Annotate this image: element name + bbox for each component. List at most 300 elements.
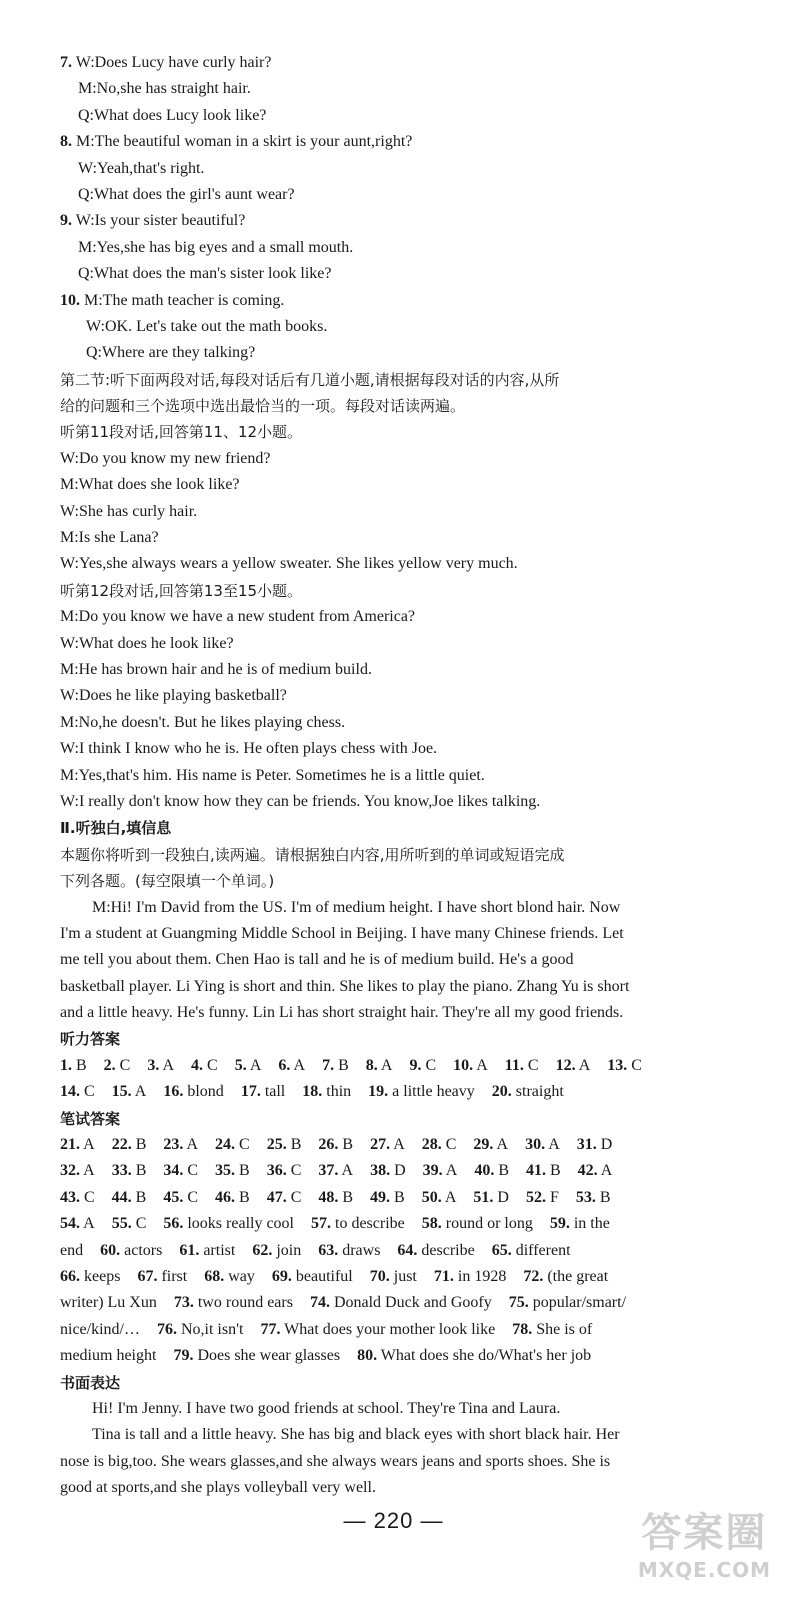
- answer-value: looks really cool: [187, 1215, 294, 1233]
- answer-value: C: [187, 1188, 199, 1206]
- answer-value: A: [83, 1215, 95, 1233]
- answer-value: C: [527, 1056, 539, 1074]
- answer-number: 5.: [234, 1056, 247, 1074]
- answer-value: B: [549, 1162, 561, 1180]
- answer-number: 47.: [266, 1188, 287, 1206]
- answer-item: [173, 1343, 340, 1369]
- answer-value: A: [341, 1162, 354, 1180]
- answer-item: [60, 1211, 95, 1237]
- answer-item: [272, 1264, 353, 1290]
- dialog-8: [60, 129, 750, 208]
- answer-value: straight: [515, 1083, 564, 1101]
- answer-value: B: [135, 1162, 147, 1180]
- answer-value: D: [600, 1136, 613, 1154]
- monologue-line: basketball player. Li Ying is short and thin. She likes to play the piano. Zhang Yu is short: [60, 977, 630, 995]
- answer-item: [163, 1211, 294, 1237]
- answer-value: She is of: [536, 1320, 593, 1338]
- section-intro: 给的问题和三个选项中选出最恰当的一项。每段对话读两遍。: [60, 397, 466, 416]
- answer-item: [453, 1053, 488, 1079]
- answer-item: [556, 1053, 591, 1079]
- answer-item: [112, 1158, 147, 1184]
- answer-number: 50.: [421, 1188, 442, 1206]
- answer-number: 58.: [421, 1215, 442, 1233]
- answer-value: C: [631, 1056, 642, 1074]
- writing-line: good at sports,and she plays volleyball very well.: [60, 1479, 376, 1497]
- writing-paragraph: Hi! I'm Jenny. I have two good friends at school. They're Tina and Laura.: [92, 1399, 561, 1417]
- answer-item: [60, 1317, 140, 1343]
- answer-item: [492, 1079, 564, 1105]
- answer-item: [241, 1079, 285, 1105]
- answer-item: [473, 1185, 509, 1211]
- answer-value: A: [249, 1056, 262, 1074]
- answer-value: B: [135, 1136, 147, 1154]
- answer-page: [60, 50, 750, 1501]
- answer-item: [174, 1290, 293, 1316]
- answer-number: 68.: [204, 1267, 225, 1285]
- answer-value: A: [578, 1056, 591, 1074]
- dialog-line: W:Yeah,that's right.: [78, 159, 205, 177]
- answer-item: [310, 1290, 492, 1316]
- answer-value: No,it isn't: [180, 1320, 244, 1338]
- answer-number: 66.: [60, 1267, 80, 1285]
- answer-number: 72.: [523, 1267, 544, 1285]
- answer-item: [137, 1264, 187, 1290]
- answer-value: B: [599, 1188, 611, 1206]
- dialog-line: M:Yes,that's him. His name is Peter. Sometimes he is a little quiet.: [60, 766, 485, 784]
- answer-number: 71.: [433, 1267, 454, 1285]
- answer-item: [235, 1053, 262, 1079]
- answer-item: [204, 1264, 255, 1290]
- answer-item: [318, 1132, 353, 1158]
- answer-item: [278, 1053, 305, 1079]
- answer-item: [318, 1238, 380, 1264]
- answer-value: a little heavy: [392, 1083, 475, 1101]
- dialog-line: W:What does he look like?: [60, 634, 234, 652]
- answer-number: 25.: [266, 1136, 287, 1154]
- answer-number: 10.: [453, 1056, 474, 1074]
- answer-item: [163, 1079, 223, 1105]
- answer-number: 67.: [137, 1267, 158, 1285]
- answer-value: end: [60, 1241, 84, 1259]
- answer-item: [473, 1132, 508, 1158]
- answer-item: [100, 1238, 162, 1264]
- answer-value: A: [380, 1056, 393, 1074]
- dialog-line: M:Yes,she has big eyes and a small mouth.: [78, 238, 354, 256]
- answer-number: 55.: [111, 1215, 132, 1233]
- answer-item: [60, 1185, 95, 1211]
- answer-number: 35.: [215, 1162, 236, 1180]
- answer-item: [157, 1317, 243, 1343]
- answer-value: A: [134, 1083, 147, 1101]
- answer-value: A: [445, 1162, 458, 1180]
- answer-value: tall: [264, 1083, 286, 1101]
- answer-value: C: [84, 1188, 95, 1206]
- dialog-line: M:What does she look like?: [60, 476, 240, 494]
- answer-number: 40.: [474, 1162, 495, 1180]
- answer-number: 27.: [370, 1136, 391, 1154]
- answer-item: [112, 1211, 147, 1237]
- answer-value: C: [187, 1162, 199, 1180]
- answer-number: 31.: [576, 1136, 597, 1154]
- page-number: — 220 —: [343, 1508, 444, 1533]
- answer-value: A: [444, 1188, 457, 1206]
- answer-row: [60, 1317, 750, 1343]
- answer-value: to describe: [335, 1215, 405, 1233]
- answer-number: 43.: [60, 1188, 80, 1206]
- item-number: 9.: [60, 212, 72, 230]
- answer-item: [370, 1185, 405, 1211]
- answer-row: [60, 1158, 750, 1184]
- answer-value: D: [497, 1188, 509, 1206]
- answer-row: [60, 1211, 750, 1237]
- answer-item: [60, 1343, 156, 1369]
- answer-number: 73.: [173, 1294, 194, 1312]
- answer-number: 79.: [173, 1347, 194, 1365]
- answer-number: 61.: [179, 1241, 200, 1259]
- answer-item: [523, 1264, 608, 1290]
- answer-number: 3.: [147, 1056, 160, 1074]
- answer-item: [409, 1053, 436, 1079]
- answer-row: [60, 1238, 750, 1264]
- answer-value: C: [84, 1083, 95, 1101]
- answer-value: C: [119, 1056, 131, 1074]
- answer-number: 57.: [311, 1215, 331, 1233]
- answer-number: 49.: [370, 1188, 391, 1206]
- answer-item: [422, 1185, 457, 1211]
- answer-number: 59.: [549, 1215, 570, 1233]
- answer-item: [147, 1053, 174, 1079]
- answer-item: [370, 1132, 405, 1158]
- answer-value: C: [239, 1136, 250, 1154]
- answer-number: 6.: [278, 1056, 291, 1074]
- answer-item: [112, 1079, 147, 1105]
- answer-number: 62.: [252, 1241, 273, 1259]
- answer-number: 70.: [369, 1267, 390, 1285]
- answer-value: blond: [187, 1083, 224, 1101]
- answer-item: [526, 1185, 559, 1211]
- answer-number: 53.: [575, 1188, 596, 1206]
- answer-value: popular/smart/: [532, 1294, 627, 1312]
- answer-number: 41.: [525, 1162, 546, 1180]
- watermark-bottom: MXQE.COM: [637, 1558, 771, 1582]
- answer-value: A: [83, 1162, 95, 1180]
- monologue-line: and a little heavy. He's funny. Lin Li has short straight hair. They're all my good friends.: [60, 1004, 624, 1022]
- answer-value: B: [498, 1162, 509, 1180]
- dialog-line: M:He has brown hair and he is of medium build.: [60, 660, 372, 678]
- dialog-12-title: 听第12段对话,回答第13至15小题。: [60, 581, 303, 600]
- dialog-line: W:Do you know my new friend?: [60, 449, 271, 467]
- dialog-9: [60, 208, 750, 287]
- answer-number: 24.: [215, 1136, 236, 1154]
- answer-number: 48.: [318, 1188, 339, 1206]
- answer-value: beautiful: [295, 1267, 353, 1285]
- answer-value: A: [548, 1136, 560, 1154]
- answer-number: 33.: [111, 1162, 132, 1180]
- answer-number: 34.: [163, 1162, 184, 1180]
- answer-item: [505, 1053, 539, 1079]
- answer-item: [163, 1185, 198, 1211]
- answer-item: [60, 1132, 95, 1158]
- answer-number: 32.: [60, 1162, 80, 1180]
- answer-row: [60, 1343, 750, 1369]
- answer-value: A: [186, 1136, 199, 1154]
- answer-number: 45.: [163, 1188, 184, 1206]
- answer-item: [366, 1053, 393, 1079]
- writing-heading: 书面表达: [60, 1373, 121, 1392]
- answer-row: [60, 1132, 750, 1158]
- answer-item: [260, 1317, 495, 1343]
- answer-item: [370, 1158, 406, 1184]
- monologue-line: I'm a student at Guangming Middle School in Beijing. I have many Chinese friends. Let: [60, 924, 624, 942]
- answer-number: 60.: [100, 1241, 121, 1259]
- dialog-7: [60, 50, 750, 129]
- dialog-line: W:Does Lucy have curly hair?: [75, 54, 272, 71]
- answer-number: 64.: [397, 1241, 418, 1259]
- answer-item: [512, 1317, 592, 1343]
- answer-item: [525, 1132, 560, 1158]
- answer-value: A: [162, 1056, 175, 1074]
- dialog-line: W:Does he like playing basketball?: [60, 687, 287, 705]
- dialog-line: W:OK. Let's take out the math books.: [86, 317, 328, 335]
- answer-number: 39.: [422, 1162, 443, 1180]
- answer-value: C: [207, 1056, 218, 1074]
- answer-number: 4.: [191, 1056, 204, 1074]
- answer-number: 15.: [111, 1083, 132, 1101]
- answer-item: [60, 1238, 83, 1264]
- answer-value: B: [342, 1136, 354, 1154]
- answer-value: C: [445, 1136, 457, 1154]
- answer-number: 30.: [525, 1136, 546, 1154]
- answer-item: [60, 1079, 95, 1105]
- answer-item: [112, 1132, 147, 1158]
- answer-number: 11.: [504, 1056, 524, 1074]
- answer-item: [322, 1053, 349, 1079]
- answer-item: [163, 1132, 198, 1158]
- section-intro: 本题你将听到一段独白,读两遍。请根据独白内容,用所听到的单词或短语完成: [60, 845, 565, 864]
- answer-number: 44.: [111, 1188, 132, 1206]
- listening-answers-heading: 听力答案: [60, 1030, 121, 1049]
- answer-value: round or long: [445, 1215, 533, 1233]
- answer-row: [60, 1290, 750, 1316]
- answer-item: [215, 1132, 250, 1158]
- answer-value: in 1928: [457, 1267, 507, 1285]
- dialog-line: W:Is your sister beautiful?: [75, 212, 246, 230]
- written-answers-heading: 笔试答案: [60, 1109, 121, 1128]
- dialog-line: W:She has curly hair.: [60, 502, 198, 520]
- answer-value: medium height: [60, 1347, 157, 1365]
- dialog-line: W:I think I know who he is. He often plays chess with Joe.: [60, 740, 438, 758]
- answer-item: [60, 1053, 87, 1079]
- answer-value: F: [549, 1188, 559, 1206]
- answer-value: A: [496, 1136, 509, 1154]
- item-number: 10.: [60, 291, 80, 309]
- answer-item: [422, 1132, 457, 1158]
- answer-value: two round ears: [197, 1294, 293, 1312]
- answer-item: [112, 1185, 147, 1211]
- answer-item: [267, 1185, 302, 1211]
- answer-value: actors: [124, 1241, 163, 1259]
- answer-item: [60, 1264, 120, 1290]
- answer-value: writer) Lu Xun: [60, 1294, 157, 1312]
- answer-number: 22.: [111, 1136, 132, 1154]
- dialog-line: M:Is she Lana?: [60, 529, 159, 547]
- answer-item: [267, 1132, 302, 1158]
- answer-number: 19.: [368, 1083, 389, 1101]
- answer-value: What does she do/What's her job: [380, 1347, 592, 1365]
- answer-number: 56.: [163, 1215, 184, 1233]
- answer-number: 80.: [357, 1347, 378, 1365]
- answer-item: [104, 1053, 131, 1079]
- answer-value: describe: [421, 1241, 475, 1259]
- answer-item: [474, 1158, 509, 1184]
- answer-item: [550, 1211, 610, 1237]
- answer-number: 18.: [302, 1083, 323, 1101]
- answer-item: [318, 1158, 353, 1184]
- answer-value: first: [161, 1267, 188, 1285]
- answer-value: A: [476, 1056, 488, 1074]
- answer-value: (the great: [547, 1267, 609, 1285]
- writing-paragraph: [60, 1422, 750, 1501]
- answer-value: thin: [326, 1083, 352, 1101]
- dialog-line: Q:What does Lucy look like?: [78, 106, 267, 124]
- answer-number: 13.: [607, 1056, 628, 1074]
- answer-item: [357, 1343, 591, 1369]
- answer-row: [60, 1053, 750, 1079]
- dialog-11-title: 听第11段对话,回答第11、12小题。: [60, 423, 303, 442]
- answer-item: [370, 1264, 417, 1290]
- answer-value: nice/kind/…: [60, 1320, 140, 1338]
- answer-value: different: [515, 1241, 571, 1259]
- dialog-line: M:No,he doesn't. But he likes playing chess.: [60, 713, 346, 731]
- answer-value: join: [276, 1241, 302, 1259]
- answer-number: 75.: [508, 1294, 529, 1312]
- answer-item: [368, 1079, 475, 1105]
- dialog-12: [60, 604, 750, 815]
- answer-number: 69.: [271, 1267, 292, 1285]
- dialog-line: M:The beautiful woman in a skirt is your aunt,right?: [76, 133, 413, 151]
- monologue-line: M:Hi! I'm David from the US. I'm of medium height. I have short blond hair. Now: [92, 898, 621, 916]
- answer-item: [318, 1185, 353, 1211]
- dialog-line: Q:Where are they talking?: [86, 344, 256, 362]
- answer-row: [60, 1185, 750, 1211]
- answer-number: 1.: [60, 1056, 72, 1074]
- answer-item: [252, 1238, 301, 1264]
- answer-value: A: [293, 1056, 306, 1074]
- answer-number: 14.: [60, 1083, 80, 1101]
- answer-item: [422, 1211, 533, 1237]
- answer-item: [163, 1158, 198, 1184]
- answer-item: [311, 1211, 405, 1237]
- answer-value: just: [393, 1267, 417, 1285]
- dialog-line: M:Do you know we have a new student from America?: [60, 608, 416, 626]
- dialog-line: Q:What does the girl's aunt wear?: [78, 185, 295, 203]
- dialog-line: M:The math teacher is coming.: [84, 291, 285, 309]
- answer-number: 29.: [473, 1136, 494, 1154]
- section-heading: Ⅱ.听独白,填信息: [60, 819, 172, 838]
- answer-value: keeps: [84, 1267, 121, 1285]
- answer-value: draws: [342, 1241, 381, 1259]
- answer-value: D: [394, 1162, 406, 1180]
- answer-number: 46.: [215, 1188, 236, 1206]
- answer-value: C: [135, 1215, 147, 1233]
- answer-number: 51.: [473, 1188, 494, 1206]
- answer-value: A: [600, 1162, 613, 1180]
- answer-item: [509, 1290, 626, 1316]
- dialog-line: W:I really don't know how they can be friends. You know,Joe likes talking.: [60, 792, 541, 810]
- answer-number: 63.: [318, 1241, 339, 1259]
- answer-number: 20.: [491, 1083, 512, 1101]
- answer-item: [578, 1158, 613, 1184]
- answer-value: C: [290, 1188, 302, 1206]
- answer-number: 74.: [309, 1294, 330, 1312]
- answer-number: 77.: [260, 1320, 281, 1338]
- answer-value: A: [393, 1136, 405, 1154]
- dialog-11: [60, 446, 750, 578]
- answer-number: 28.: [421, 1136, 442, 1154]
- item-number: 7.: [60, 54, 72, 71]
- answer-number: 37.: [318, 1162, 339, 1180]
- answer-number: 16.: [163, 1083, 184, 1101]
- answer-value: B: [239, 1162, 250, 1180]
- answer-item: [397, 1238, 474, 1264]
- answer-number: 76.: [156, 1320, 177, 1338]
- answer-value: C: [425, 1056, 437, 1074]
- answer-value: B: [135, 1188, 147, 1206]
- answer-number: 2.: [103, 1056, 116, 1074]
- answer-value: A: [83, 1136, 95, 1154]
- answer-row: [60, 1264, 750, 1290]
- section-intro: 下列各题。(每空限填一个单词。): [60, 872, 275, 891]
- writing-line: Tina is tall and a little heavy. She has big and black eyes with short black hair. Her: [92, 1426, 620, 1444]
- answer-item: [267, 1158, 302, 1184]
- answer-value: B: [239, 1188, 250, 1206]
- answer-value: Does she wear glasses: [197, 1347, 341, 1365]
- watermark-logo: [638, 1501, 771, 1582]
- answer-number: 23.: [163, 1136, 184, 1154]
- writing-line: nose is big,too. She wears glasses,and she always wears jeans and sports shoes. She is: [60, 1452, 611, 1470]
- answer-number: 8.: [365, 1056, 378, 1074]
- answer-item: [179, 1238, 235, 1264]
- answer-number: 26.: [318, 1136, 339, 1154]
- answer-item: [607, 1053, 642, 1079]
- answer-item: [434, 1264, 506, 1290]
- monologue: [60, 895, 750, 1027]
- monologue-line: me tell you about them. Chen Hao is tall and he is of medium build. He's a good: [60, 951, 574, 969]
- answer-number: 54.: [60, 1215, 80, 1233]
- answer-value: in the: [573, 1215, 610, 1233]
- answer-value: What does your mother look like: [284, 1320, 496, 1338]
- answer-item: [215, 1185, 250, 1211]
- answer-number: 21.: [60, 1136, 80, 1154]
- item-number: 8.: [60, 133, 72, 151]
- answer-item: [423, 1158, 458, 1184]
- answer-item: [526, 1158, 561, 1184]
- answer-value: B: [290, 1136, 302, 1154]
- answer-row: [60, 1079, 750, 1105]
- answer-value: artist: [203, 1241, 236, 1259]
- answer-item: [492, 1238, 571, 1264]
- section-intro: 第二节:听下面两段对话,每段对话后有几道小题,请根据每段对话的内容,从所: [60, 370, 560, 389]
- answer-number: 38.: [370, 1162, 391, 1180]
- answer-number: 12.: [555, 1056, 576, 1074]
- watermark-top: 答案圈: [641, 1510, 768, 1556]
- dialog-line: W:Yes,she always wears a yellow sweater. She likes yellow very much.: [60, 555, 518, 573]
- answer-item: [215, 1158, 250, 1184]
- answer-number: 78.: [512, 1320, 533, 1338]
- answer-number: 9.: [409, 1056, 422, 1074]
- answer-value: way: [228, 1267, 255, 1285]
- dialog-line: Q:What does the man's sister look like?: [78, 265, 332, 283]
